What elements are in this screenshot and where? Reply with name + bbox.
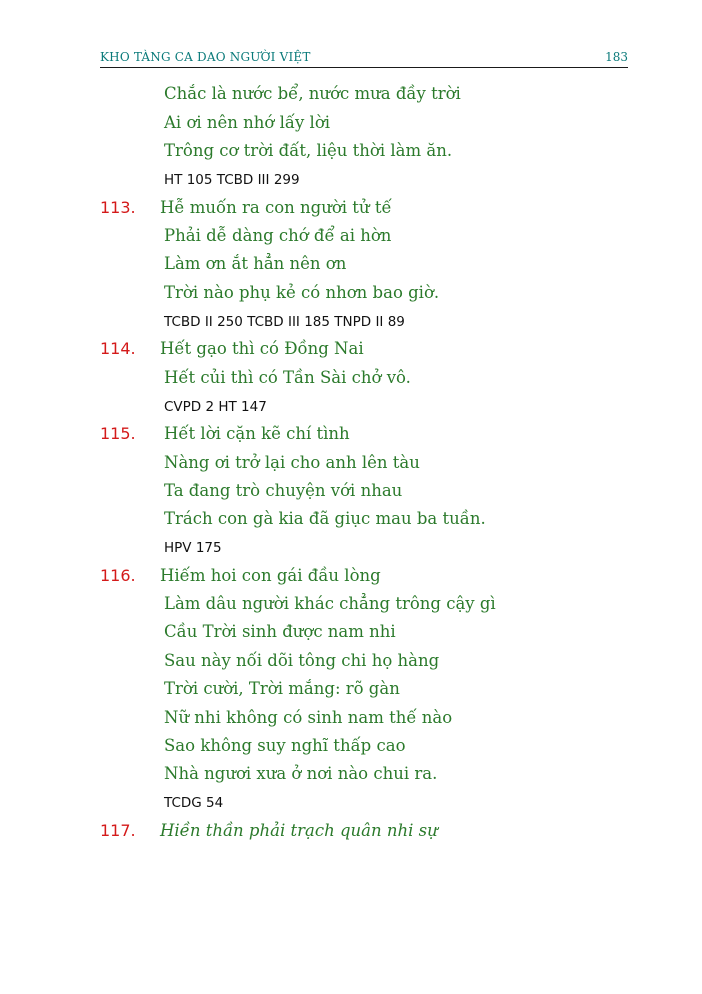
verse-line: Trông cơ trời đất, liệu thời làm ăn. xyxy=(164,141,453,160)
verse-line: Nữ nhi không có sinh nam thế nào xyxy=(164,708,453,727)
source-reference: TCDG 54 xyxy=(164,795,224,811)
verse-line: Hết củi thì có Tần Sài chở vô. xyxy=(164,368,411,387)
source-reference: HPV 175 xyxy=(164,540,222,556)
source-reference: CVPD 2 HT 147 xyxy=(164,399,267,415)
verse-line: Cầu Trời sinh được nam nhi xyxy=(164,622,396,641)
source-reference: HT 105 TCBD III 299 xyxy=(164,172,300,188)
entry-number: 115. xyxy=(100,424,136,443)
verse-line: Làm dâu người khác chẳng trông cậy gì xyxy=(164,594,496,613)
verse-line: Trời cười, Trời mắng: rõ gàn xyxy=(164,679,400,698)
verse-line: Hiền thần phải trạch quân nhi sự xyxy=(160,821,438,840)
source-reference: TCBD II 250 TCBD III 185 TNPD II 89 xyxy=(164,314,405,330)
entry-number: 117. xyxy=(100,821,136,840)
entry-number: 116. xyxy=(100,566,136,585)
verse-line: Hết gạo thì có Đồng Nai xyxy=(160,339,364,358)
verse-line: Ai ơi nên nhớ lấy lời xyxy=(164,113,331,132)
entry-number: 113. xyxy=(100,198,136,217)
verse-line: Hễ muốn ra con người tử tế xyxy=(160,198,392,217)
verse-line: Trời nào phụ kẻ có nhơn bao giờ. xyxy=(164,283,440,302)
verse-line: Phải dễ dàng chớ để ai hờn xyxy=(164,226,392,245)
verse-line: Trách con gà kia đã giục mau ba tuần. xyxy=(164,509,486,528)
page-header xyxy=(100,48,628,68)
page-number: 183 xyxy=(605,50,628,64)
entry-number: 114. xyxy=(100,339,136,358)
verse-line: Nhà ngươi xưa ở nơi nào chui ra. xyxy=(164,764,438,783)
verse-line: Sau này nối dõi tông chi họ hàng xyxy=(164,651,440,670)
verse-line: Hiếm hoi con gái đầu lòng xyxy=(160,566,381,585)
running-title: KHO TÀNG CA DAO NGƯỜI VIỆT xyxy=(100,50,311,64)
verse-line: Sao không suy nghĩ thấp cao xyxy=(164,736,406,755)
verse-line: Chắc là nước bể, nước mưa đầy trời xyxy=(164,84,461,103)
verse-line: Nàng ơi trở lại cho anh lên tàu xyxy=(164,453,420,472)
verse-line: Làm ơn ắt hẳn nên ơn xyxy=(164,254,347,273)
verse-line: Ta đang trò chuyện với nhau xyxy=(164,481,403,500)
verse-line: Hết lời cặn kẽ chí tình xyxy=(164,424,350,443)
